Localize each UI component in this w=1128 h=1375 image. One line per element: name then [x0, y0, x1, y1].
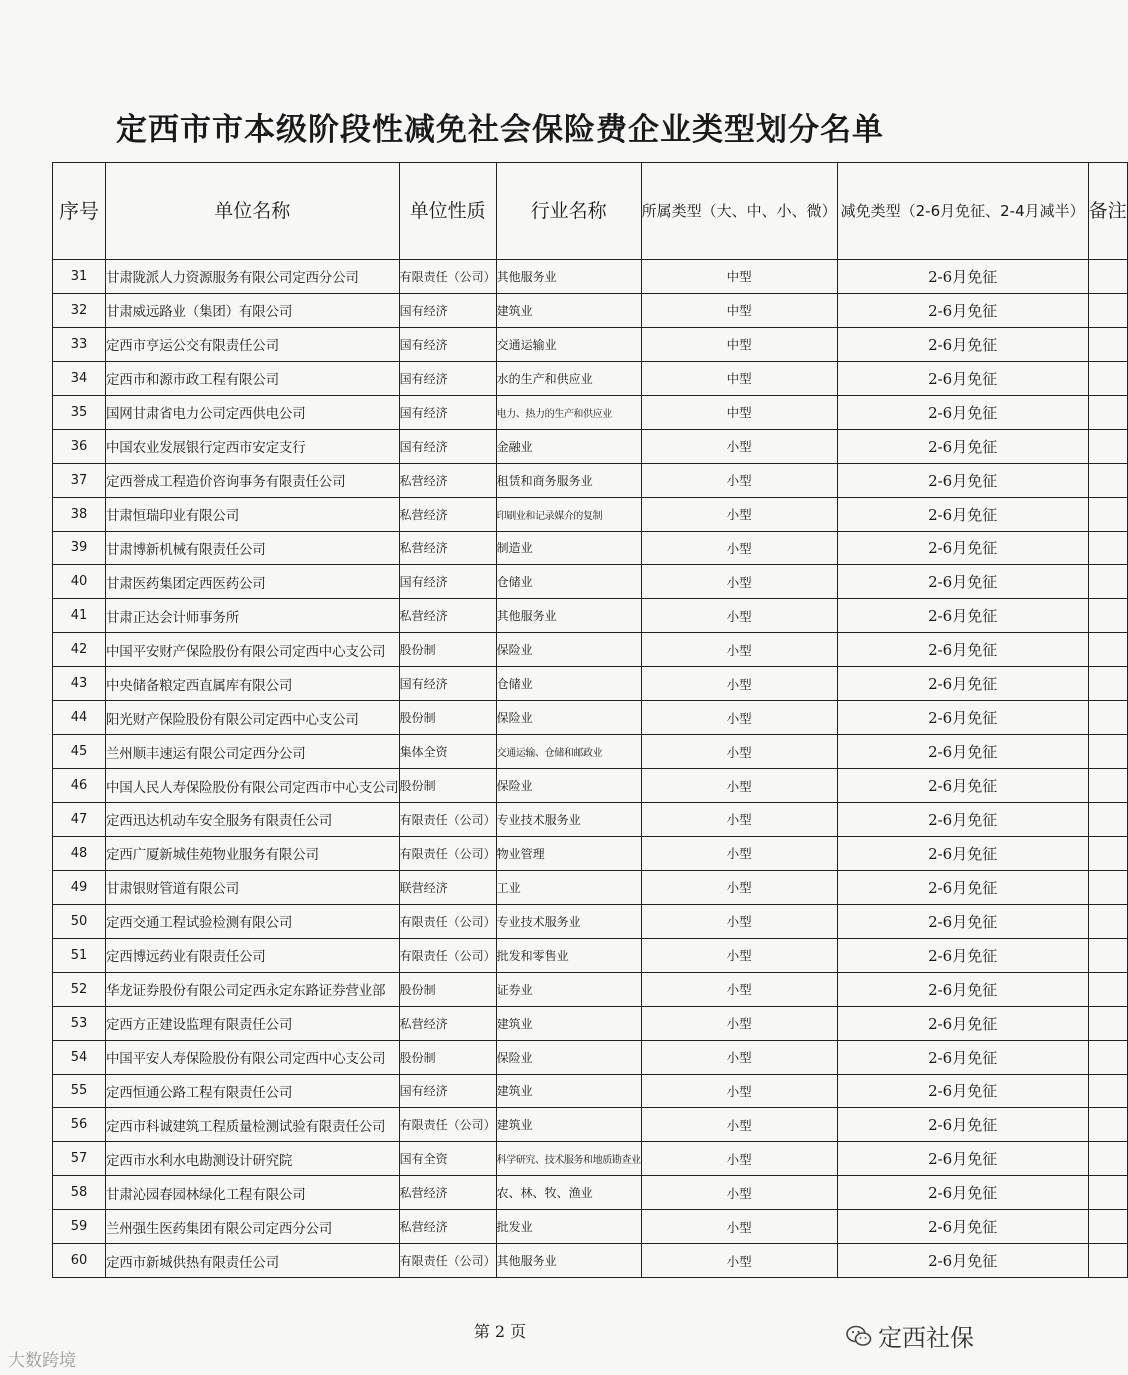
size-type: 小型: [641, 1210, 837, 1244]
wechat-icon: [846, 1325, 872, 1347]
row-number: 33: [53, 327, 106, 361]
size-type: 中型: [641, 395, 837, 429]
exemption-type: 2-6月免征: [837, 361, 1088, 395]
size-type: 小型: [641, 531, 837, 565]
row-number: 48: [53, 836, 106, 870]
unit-name: 定西市科诚建筑工程质量检测试验有限责任公司: [106, 1108, 400, 1142]
unit-name: 甘肃银财管道有限公司: [106, 870, 400, 904]
remark: [1088, 972, 1127, 1006]
header-nature: 单位性质: [399, 163, 496, 260]
unit-nature: 有限责任（公司）: [399, 803, 496, 837]
exemption-type: 2-6月免征: [837, 769, 1088, 803]
table-row: [53, 327, 1128, 361]
row-number: 51: [53, 938, 106, 972]
table-row: [53, 395, 1128, 429]
table-row: [53, 667, 1128, 701]
table-row: [53, 361, 1128, 395]
industry-name: 农、林、牧、渔业: [496, 1176, 641, 1210]
industry-name: 其他服务业: [496, 1244, 641, 1278]
table-row: [53, 497, 1128, 531]
remark: [1088, 531, 1127, 565]
exemption-type: 2-6月免征: [837, 870, 1088, 904]
remark: [1088, 904, 1127, 938]
table-row: [53, 260, 1128, 294]
industry-name: 保险业: [496, 633, 641, 667]
industry-name: 制造业: [496, 531, 641, 565]
table-row: [53, 633, 1128, 667]
exemption-type: 2-6月免征: [837, 938, 1088, 972]
exemption-type: 2-6月免征: [837, 1074, 1088, 1108]
row-number: 36: [53, 429, 106, 463]
exemption-type: 2-6月免征: [837, 633, 1088, 667]
header-industry: 行业名称: [496, 163, 641, 260]
unit-nature: 私营经济: [399, 1176, 496, 1210]
row-number: 34: [53, 361, 106, 395]
unit-nature: 私营经济: [399, 497, 496, 531]
size-type: 小型: [641, 633, 837, 667]
industry-name: 物业管理: [496, 836, 641, 870]
header-size: 所属类型（大、中、小、微）: [641, 163, 837, 260]
remark: [1088, 836, 1127, 870]
size-type: 小型: [641, 1040, 837, 1074]
table-row: [53, 803, 1128, 837]
table-row: [53, 836, 1128, 870]
watermark-left: [8, 1346, 76, 1371]
unit-name: 定西恒通公路工程有限责任公司: [106, 1074, 400, 1108]
row-number: 50: [53, 904, 106, 938]
table-row: [53, 972, 1128, 1006]
table-row: [53, 1244, 1128, 1278]
remark: [1088, 260, 1127, 294]
exemption-type: 2-6月免征: [837, 1040, 1088, 1074]
unit-name: 中国平安人寿保险股份有限公司定西中心支公司: [106, 1040, 400, 1074]
row-number: 49: [53, 870, 106, 904]
industry-name: 专业技术服务业: [496, 904, 641, 938]
row-number: 44: [53, 701, 106, 735]
exemption-type: 2-6月免征: [837, 599, 1088, 633]
size-type: 小型: [641, 565, 837, 599]
table-row: [53, 701, 1128, 735]
row-number: 40: [53, 565, 106, 599]
unit-name: 定西交通工程试验检测有限公司: [106, 904, 400, 938]
row-number: 47: [53, 803, 106, 837]
unit-name: 兰州顺丰速运有限公司定西分公司: [106, 735, 400, 769]
unit-nature: 股份制: [399, 633, 496, 667]
row-number: 42: [53, 633, 106, 667]
size-type: 小型: [641, 1006, 837, 1040]
size-type: 小型: [641, 429, 837, 463]
unit-name: 甘肃正达会计师事务所: [106, 599, 400, 633]
table-row: [53, 1074, 1128, 1108]
industry-name: 电力、热力的生产和供应业: [496, 395, 641, 429]
unit-nature: 有限责任（公司）: [399, 1244, 496, 1278]
remark: [1088, 1142, 1127, 1176]
size-type: 小型: [641, 904, 837, 938]
remark: [1088, 293, 1127, 327]
size-type: 中型: [641, 293, 837, 327]
exemption-type: 2-6月免征: [837, 667, 1088, 701]
size-type: 小型: [641, 1142, 837, 1176]
remark: [1088, 735, 1127, 769]
exemption-type: 2-6月免征: [837, 327, 1088, 361]
exemption-type: 2-6月免征: [837, 1210, 1088, 1244]
unit-name: 定西博远药业有限责任公司: [106, 938, 400, 972]
table-row: [53, 904, 1128, 938]
unit-nature: 有限责任（公司）: [399, 938, 496, 972]
unit-nature: 股份制: [399, 972, 496, 1006]
exemption-type: 2-6月免征: [837, 395, 1088, 429]
remark: [1088, 701, 1127, 735]
header-no: 序号: [53, 163, 106, 260]
remark: [1088, 938, 1127, 972]
row-number: 60: [53, 1244, 106, 1278]
table-row: [53, 429, 1128, 463]
unit-nature: 私营经济: [399, 531, 496, 565]
exemption-type: 2-6月免征: [837, 260, 1088, 294]
exemption-type: 2-6月免征: [837, 972, 1088, 1006]
row-number: 54: [53, 1040, 106, 1074]
size-type: 中型: [641, 260, 837, 294]
industry-name: 建筑业: [496, 293, 641, 327]
row-number: 58: [53, 1176, 106, 1210]
unit-name: 阳光财产保险股份有限公司定西中心支公司: [106, 701, 400, 735]
unit-name: 中国农业发展银行定西市安定支行: [106, 429, 400, 463]
exemption-type: 2-6月免征: [837, 1108, 1088, 1142]
size-type: 小型: [641, 1244, 837, 1278]
exemption-type: 2-6月免征: [837, 497, 1088, 531]
unit-nature: 国有经济: [399, 395, 496, 429]
remark: [1088, 1074, 1127, 1108]
industry-name: 批发业: [496, 1210, 641, 1244]
unit-nature: 国有经济: [399, 429, 496, 463]
unit-nature: 有限责任（公司）: [399, 904, 496, 938]
unit-nature: 私营经济: [399, 463, 496, 497]
size-type: 小型: [641, 463, 837, 497]
unit-name: 甘肃医药集团定西医药公司: [106, 565, 400, 599]
row-number: 37: [53, 463, 106, 497]
row-number: 32: [53, 293, 106, 327]
unit-name: 中央储备粮定西直属库有限公司: [106, 667, 400, 701]
industry-name: 其他服务业: [496, 260, 641, 294]
remark: [1088, 565, 1127, 599]
exemption-type: 2-6月免征: [837, 836, 1088, 870]
industry-name: 租赁和商务服务业: [496, 463, 641, 497]
industry-name: 批发和零售业: [496, 938, 641, 972]
enterprise-table: [52, 162, 1128, 1278]
table-row: [53, 293, 1128, 327]
industry-name: 建筑业: [496, 1006, 641, 1040]
watermark-left-text: 大数跨境: [8, 1351, 76, 1371]
size-type: 小型: [641, 769, 837, 803]
unit-nature: 集体全资: [399, 735, 496, 769]
exemption-type: 2-6月免征: [837, 429, 1088, 463]
document-title: 定西市市本级阶段性减免社会保险费企业类型划分名单: [116, 112, 884, 148]
unit-nature: 国有经济: [399, 293, 496, 327]
unit-nature: 股份制: [399, 769, 496, 803]
unit-name: 定西广厦新城佳苑物业服务有限公司: [106, 836, 400, 870]
table-row: [53, 1006, 1128, 1040]
size-type: 小型: [641, 667, 837, 701]
size-type: 小型: [641, 599, 837, 633]
remark: [1088, 769, 1127, 803]
table-row: [53, 1142, 1128, 1176]
size-type: 中型: [641, 327, 837, 361]
unit-nature: 私营经济: [399, 1210, 496, 1244]
size-type: 小型: [641, 836, 837, 870]
industry-name: 其他服务业: [496, 599, 641, 633]
unit-nature: 股份制: [399, 1040, 496, 1074]
unit-name: 甘肃博新机械有限责任公司: [106, 531, 400, 565]
exemption-type: 2-6月免征: [837, 1142, 1088, 1176]
remark: [1088, 803, 1127, 837]
remark: [1088, 1006, 1127, 1040]
industry-name: 仓储业: [496, 565, 641, 599]
industry-name: 保险业: [496, 701, 641, 735]
exemption-type: 2-6月免征: [837, 735, 1088, 769]
industry-name: 金融业: [496, 429, 641, 463]
remark: [1088, 1108, 1127, 1142]
exemption-type: 2-6月免征: [837, 803, 1088, 837]
remark: [1088, 395, 1127, 429]
unit-name: 定西市和源市政工程有限公司: [106, 361, 400, 395]
exemption-type: 2-6月免征: [837, 904, 1088, 938]
unit-name: 中国人民人寿保险股份有限公司定西市中心支公司: [106, 769, 400, 803]
size-type: 小型: [641, 701, 837, 735]
table-row: [53, 463, 1128, 497]
row-number: 39: [53, 531, 106, 565]
unit-name: 中国平安财产保险股份有限公司定西中心支公司: [106, 633, 400, 667]
row-number: 56: [53, 1108, 106, 1142]
industry-name: 证券业: [496, 972, 641, 1006]
table-row: [53, 565, 1128, 599]
table-row: [53, 1210, 1128, 1244]
unit-nature: 国有经济: [399, 1074, 496, 1108]
row-number: 41: [53, 599, 106, 633]
exemption-type: 2-6月免征: [837, 1006, 1088, 1040]
industry-name: 交通运输业: [496, 327, 641, 361]
remark: [1088, 463, 1127, 497]
unit-nature: 国有全资: [399, 1142, 496, 1176]
row-number: 38: [53, 497, 106, 531]
page-number: 第 2 页: [473, 1322, 527, 1341]
size-type: 中型: [641, 361, 837, 395]
unit-nature: 私营经济: [399, 1006, 496, 1040]
header-remark: 备注: [1088, 163, 1127, 260]
size-type: 小型: [641, 972, 837, 1006]
industry-name: 交通运输、仓储和邮政业: [496, 735, 641, 769]
unit-nature: 有限责任（公司）: [399, 836, 496, 870]
unit-name: 定西誉成工程造价咨询事务有限责任公司: [106, 463, 400, 497]
row-number: 52: [53, 972, 106, 1006]
table-row: [53, 938, 1128, 972]
exemption-type: 2-6月免征: [837, 463, 1088, 497]
header-name: 单位名称: [106, 163, 400, 260]
remark: [1088, 327, 1127, 361]
remark: [1088, 429, 1127, 463]
unit-name: 甘肃陇派人力资源服务有限公司定西分公司: [106, 260, 400, 294]
unit-nature: 有限责任（公司）: [399, 260, 496, 294]
remark: [1088, 361, 1127, 395]
row-number: 31: [53, 260, 106, 294]
unit-name: 定西市亨运公交有限责任公司: [106, 327, 400, 361]
table-row: [53, 735, 1128, 769]
industry-name: 保险业: [496, 769, 641, 803]
table-row: [53, 599, 1128, 633]
watermark-right-text: 定西社保: [878, 1324, 974, 1352]
unit-nature: 国有经济: [399, 565, 496, 599]
header-exemption: 减免类型（2-6月免征、2-4月减半）: [837, 163, 1088, 260]
industry-name: 仓储业: [496, 667, 641, 701]
row-number: 35: [53, 395, 106, 429]
unit-nature: 有限责任（公司）: [399, 1108, 496, 1142]
unit-nature: 国有经济: [399, 667, 496, 701]
table-body: [53, 260, 1128, 1278]
remark: [1088, 1040, 1127, 1074]
industry-name: 建筑业: [496, 1074, 641, 1108]
unit-name: 甘肃威远路业（集团）有限公司: [106, 293, 400, 327]
remark: [1088, 1210, 1127, 1244]
size-type: 小型: [641, 870, 837, 904]
industry-name: 建筑业: [496, 1108, 641, 1142]
unit-nature: 国有经济: [399, 361, 496, 395]
unit-name: 华龙证券股份有限公司定西永定东路证券营业部: [106, 972, 400, 1006]
unit-name: 甘肃恒瑞印业有限公司: [106, 497, 400, 531]
row-number: 55: [53, 1074, 106, 1108]
unit-nature: 国有经济: [399, 327, 496, 361]
exemption-type: 2-6月免征: [837, 531, 1088, 565]
table-row: [53, 1176, 1128, 1210]
table-row: [53, 1108, 1128, 1142]
row-number: 57: [53, 1142, 106, 1176]
remark: [1088, 599, 1127, 633]
table-row: [53, 870, 1128, 904]
unit-name: 定西迅达机动车安全服务有限责任公司: [106, 803, 400, 837]
unit-nature: 私营经济: [399, 599, 496, 633]
size-type: 小型: [641, 1176, 837, 1210]
unit-name: 兰州强生医药集团有限公司定西分公司: [106, 1210, 400, 1244]
row-number: 45: [53, 735, 106, 769]
table-row: [53, 1040, 1128, 1074]
exemption-type: 2-6月免征: [837, 565, 1088, 599]
industry-name: 保险业: [496, 1040, 641, 1074]
unit-name: 国网甘肃省电力公司定西供电公司: [106, 395, 400, 429]
remark: [1088, 667, 1127, 701]
remark: [1088, 497, 1127, 531]
industry-name: 工业: [496, 870, 641, 904]
table-header-row: [53, 163, 1128, 260]
exemption-type: 2-6月免征: [837, 1176, 1088, 1210]
size-type: 小型: [641, 803, 837, 837]
table-row: [53, 531, 1128, 565]
row-number: 46: [53, 769, 106, 803]
unit-name: 定西市新城供热有限责任公司: [106, 1244, 400, 1278]
exemption-type: 2-6月免征: [837, 293, 1088, 327]
row-number: 59: [53, 1210, 106, 1244]
remark: [1088, 1176, 1127, 1210]
industry-name: 科学研究、技术服务和地质勘查业: [496, 1142, 641, 1176]
size-type: 小型: [641, 497, 837, 531]
exemption-type: 2-6月免征: [837, 1244, 1088, 1278]
unit-nature: 股份制: [399, 701, 496, 735]
unit-name: 定西方正建设监理有限责任公司: [106, 1006, 400, 1040]
watermark-right: [846, 1318, 974, 1353]
row-number: 53: [53, 1006, 106, 1040]
industry-name: 水的生产和供应业: [496, 361, 641, 395]
unit-name: 定西市水利水电勘测设计研究院: [106, 1142, 400, 1176]
remark: [1088, 633, 1127, 667]
row-number: 43: [53, 667, 106, 701]
remark: [1088, 1244, 1127, 1278]
size-type: 小型: [641, 1074, 837, 1108]
unit-nature: 联营经济: [399, 870, 496, 904]
industry-name: 印刷业和记录媒介的复制: [496, 497, 641, 531]
size-type: 小型: [641, 1108, 837, 1142]
table-row: [53, 769, 1128, 803]
unit-name: 甘肃沁园春园林绿化工程有限公司: [106, 1176, 400, 1210]
size-type: 小型: [641, 735, 837, 769]
size-type: 小型: [641, 938, 837, 972]
industry-name: 专业技术服务业: [496, 803, 641, 837]
exemption-type: 2-6月免征: [837, 701, 1088, 735]
remark: [1088, 870, 1127, 904]
